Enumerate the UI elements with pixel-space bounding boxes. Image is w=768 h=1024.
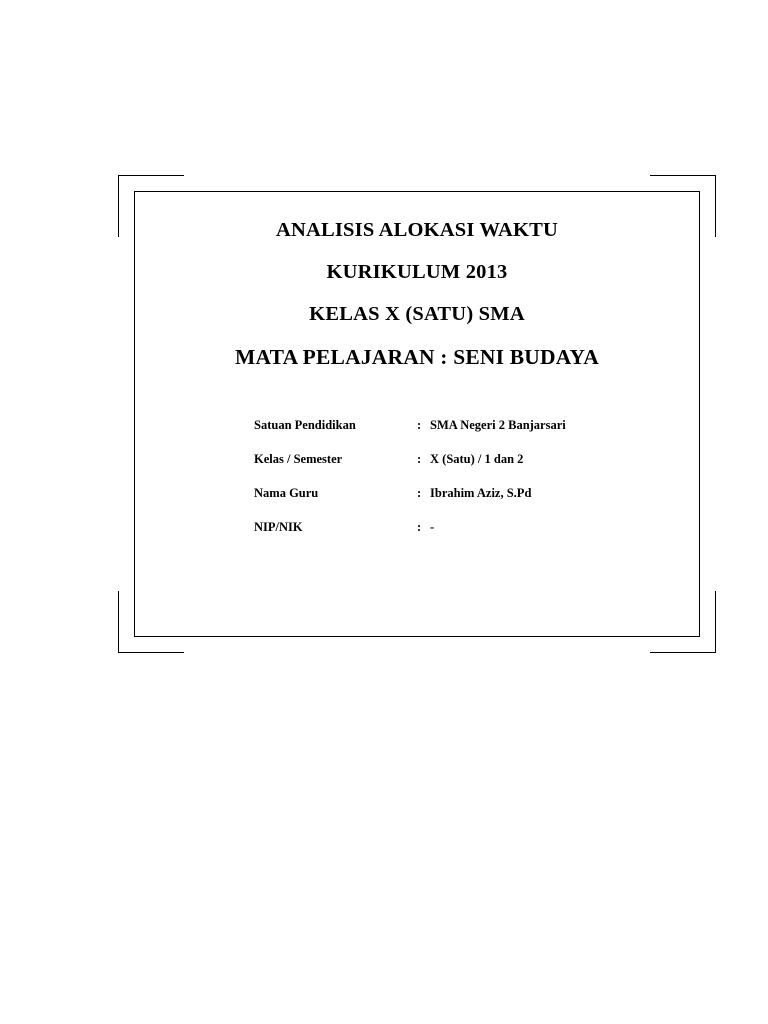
document-content	[134, 191, 700, 637]
metadata-separator: :	[417, 452, 422, 466]
metadata-row	[254, 418, 666, 433]
metadata-value-satuan-pendidikan: SMA Negeri 2 Banjarsari	[430, 418, 566, 432]
document-metadata-list	[254, 418, 666, 535]
metadata-label-nip-nik: NIP/NIK	[254, 520, 303, 534]
metadata-value-kelas-semester: X (Satu) / 1 dan 2	[430, 452, 524, 466]
frame-stub-top-right	[650, 175, 716, 176]
metadata-value-nama-guru: Ibrahim Aziz, S.Pd	[430, 486, 532, 500]
frame-vstub-left-top	[118, 175, 119, 237]
metadata-value-nip-nik: -	[430, 520, 435, 534]
metadata-row	[254, 452, 666, 467]
metadata-row	[254, 486, 666, 501]
frame-stub-bottom-right	[650, 652, 716, 653]
metadata-separator: :	[417, 486, 422, 500]
cover-title-block	[168, 219, 666, 370]
frame-vstub-right-top	[715, 175, 716, 237]
cover-title-line-4: MATA PELAJARAN : SENI BUDAYA	[235, 345, 599, 369]
frame-stub-bottom-left	[118, 652, 184, 653]
metadata-label-kelas-semester: Kelas / Semester	[254, 452, 343, 466]
frame-vstub-right-bottom	[715, 591, 716, 653]
decorative-page-frame	[118, 175, 716, 653]
frame-stub-top-left	[118, 175, 184, 176]
metadata-label-satuan-pendidikan: Satuan Pendidikan	[254, 418, 356, 432]
cover-title-line-1: ANALISIS ALOKASI WAKTU	[275, 219, 558, 241]
metadata-separator: :	[417, 418, 422, 432]
metadata-row	[254, 520, 666, 535]
frame-vstub-left-bottom	[118, 591, 119, 653]
cover-title-line-3: KELAS X (SATU) SMA	[309, 303, 525, 325]
cover-title-line-2: KURIKULUM 2013	[326, 261, 508, 283]
metadata-label-nama-guru: Nama Guru	[254, 486, 319, 500]
metadata-separator: :	[417, 520, 422, 534]
